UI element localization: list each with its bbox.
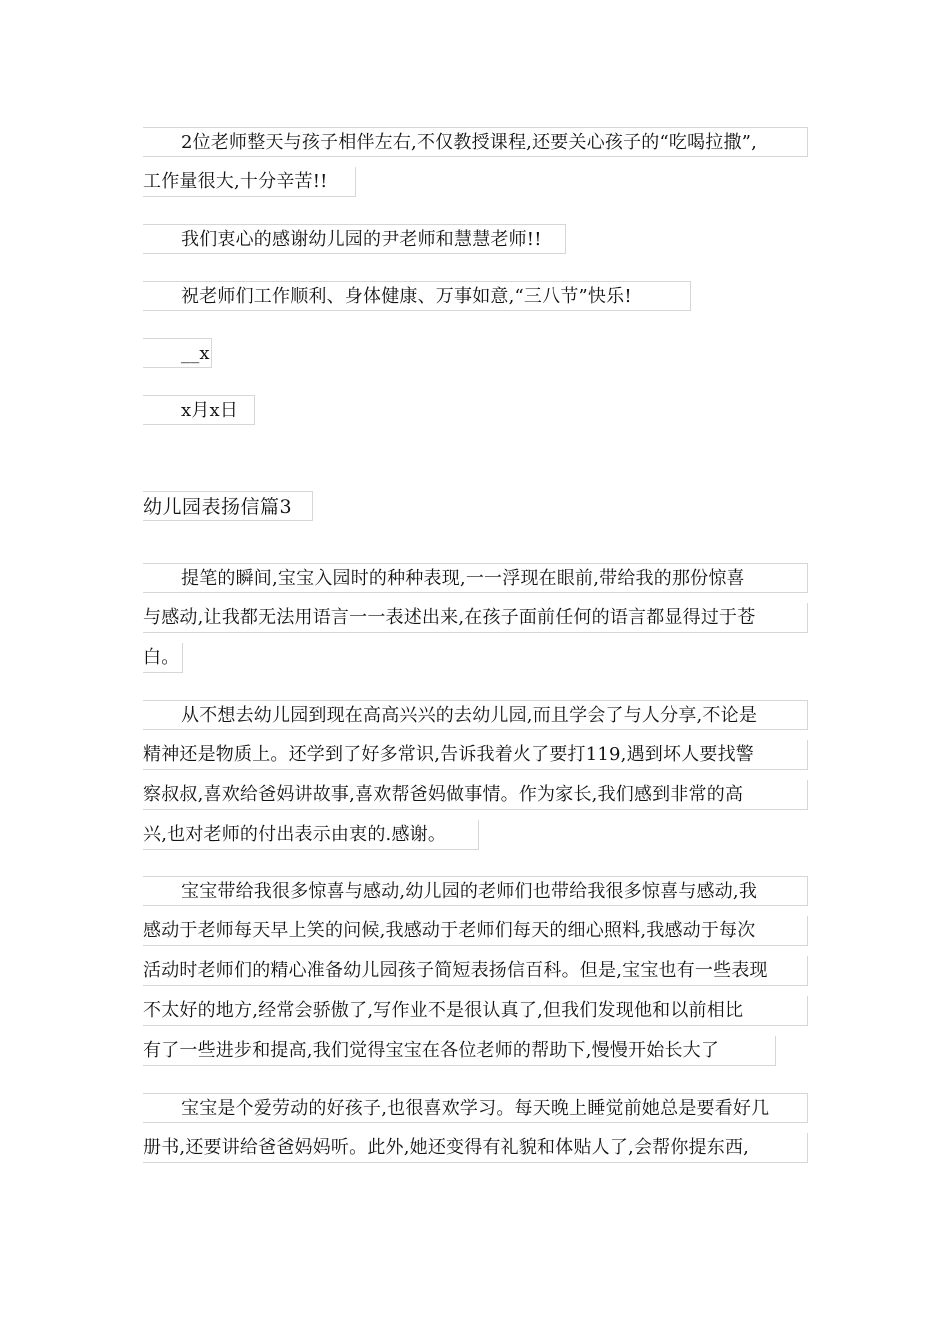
date-line: x月x日 (143, 395, 255, 425)
text-line: 兴,也对老师的付出表示由衷的.感谢。 (143, 820, 479, 850)
text-line: 感动于老师每天早上笑的问候,我感动于老师们每天的细心照料,我感动于每次 (143, 916, 808, 946)
text-line: 活动时老师们的精心准备幼儿园孩子简短表扬信百科。但是,宝宝也有一些表现 (143, 956, 808, 986)
text-line: 提笔的瞬间,宝宝入园时的种种表现,一一浮现在眼前,带给我的那份惊喜 (143, 563, 808, 593)
text-line: 宝宝是个爱劳动的好孩子,也很喜欢学习。每天晚上睡觉前她总是要看好几 (143, 1093, 808, 1123)
text-line: 工作量很大,十分辛苦!! (143, 167, 356, 197)
text-line: 2位老师整天与孩子相伴左右,不仅教授课程,还要关心孩子的“吃喝拉撒”, (143, 127, 808, 157)
text-line: 有了一些进步和提高,我们觉得宝宝在各位老师的帮助下,慢慢开始长大了 (143, 1036, 776, 1066)
text-line: 我们衷心的感谢幼儿园的尹老师和慧慧老师!! (143, 224, 566, 254)
text-line: 白。 (143, 643, 183, 673)
text-line: 册书,还要讲给爸爸妈妈听。此外,她还变得有礼貌和体贴人了,会帮你提东西, (143, 1133, 808, 1163)
text-line: 不太好的地方,经常会骄傲了,写作业不是很认真了,但我们发现他和以前相比 (143, 996, 808, 1026)
text-line: 与感动,让我都无法用语言一一表述出来,在孩子面前任何的语言都显得过于苍 (143, 603, 808, 633)
section-title: 幼儿园表扬信篇3 (143, 491, 313, 521)
signature-line: __x (143, 338, 212, 368)
text-line: 祝老师们工作顺利、身体健康、万事如意,“三八节”快乐! (143, 281, 691, 311)
text-line: 从不想去幼儿园到现在高高兴兴的去幼儿园,而且学会了与人分享,不论是 (143, 700, 808, 730)
text-line: 宝宝带给我很多惊喜与感动,幼儿园的老师们也带给我很多惊喜与感动,我 (143, 876, 808, 906)
text-line: 察叔叔,喜欢给爸妈讲故事,喜欢帮爸妈做事情。作为家长,我们感到非常的高 (143, 780, 808, 810)
text-line: 精神还是物质上。还学到了好多常识,告诉我着火了要打119,遇到坏人要找警 (143, 740, 808, 770)
